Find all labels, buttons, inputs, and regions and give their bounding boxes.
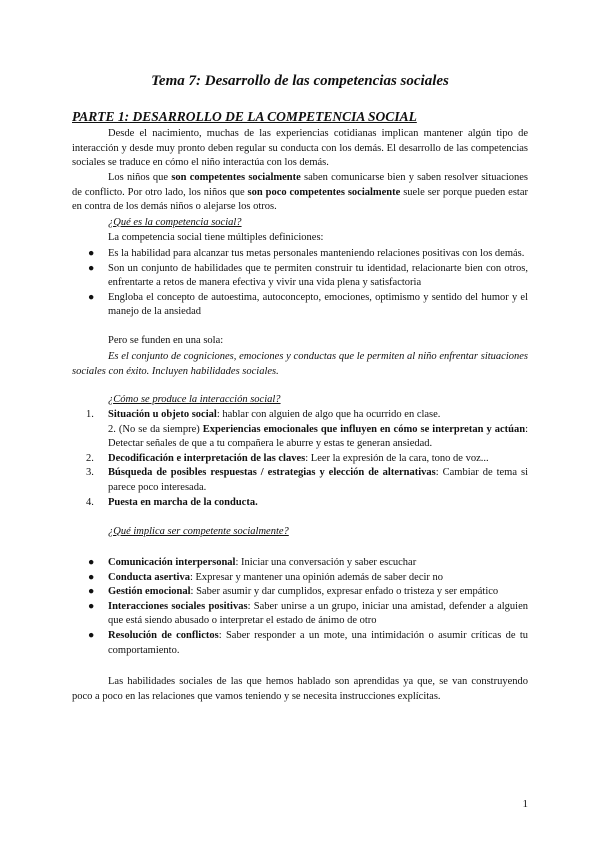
step-bold: Búsqueda de posibles respuestas / estrategias y elección de alternativas <box>108 467 436 479</box>
para2-bold-2: son poco competentes socialmente <box>247 186 401 198</box>
skill-text: : Expresar y mantener una opinión además de saber decir no <box>189 571 444 583</box>
list-item <box>72 452 528 467</box>
skill-text: : Iniciar una conversación y saber escuchar <box>235 557 417 568</box>
skill-bold: Interacciones sociales positivas <box>108 600 248 612</box>
list-item <box>72 571 528 586</box>
list-item <box>72 423 528 452</box>
definition-quote: Es el conjunto de cogniciones, emociones y conductas que le permiten al niño enfrentar situaciones sociales con éxito. Incluyen habilidades sociales. <box>72 351 528 377</box>
steps-list <box>72 408 528 510</box>
document-title: Tema 7: Desarrollo de las competencias sociales <box>151 73 449 89</box>
definitions-intro: La competencia social tiene múltiples definiciones: <box>108 232 324 243</box>
list-item <box>72 247 528 262</box>
step-bold: Experiencias emocionales que influyen en cómo se interpretan y actúan <box>202 423 526 435</box>
list-item <box>72 408 528 423</box>
step-number: 4. <box>86 496 94 508</box>
list-item <box>72 556 528 571</box>
step-text: : Detectar señales de que a tu compañera le aburre y estas te generan ansiedad. <box>108 423 528 450</box>
para2-a: Los niños que <box>108 172 172 183</box>
skill-text: : Saber unirse a un grupo, iniciar una amistad, defender a alguien que está siendo abusado o interpretar el estado de ánimo de otro <box>108 600 528 627</box>
para2-c: saben comunicarse bien y saben resolver situaciones de conflicto. Por otro lado, los niños que <box>72 172 528 198</box>
step-text: : Leer la expresión de la cara, tono de voz... <box>305 452 489 464</box>
skills-list <box>72 556 528 658</box>
list-item <box>72 291 528 320</box>
step-pre: (No se da siempre) <box>118 423 203 435</box>
step-bold: Puesta en marcha de la conducta. <box>108 496 258 508</box>
skill-bold: Resolución de conflictos <box>108 629 219 641</box>
definitions-list <box>72 247 528 320</box>
step-number: 3. <box>86 467 94 479</box>
list-item <box>72 629 528 658</box>
definition-text: Engloba el concepto de autoestima, autoconcepto, emociones, optimismo y sentido del humor y el manejo de la ansiedad <box>108 291 528 318</box>
bullet-icon: ● <box>88 262 95 274</box>
definition-text: Es la habilidad para alcanzar tus metas personales manteniendo relaciones positivas con los demás. <box>108 248 525 259</box>
para2-bold-1: son competentes socialmente <box>171 172 301 183</box>
bullet-icon: ● <box>88 291 95 303</box>
skill-text: : Saber responder a un mote, una intimidación o asumir críticas de tu comportamiento. <box>108 629 528 656</box>
list-item <box>72 600 528 629</box>
list-item <box>72 262 528 291</box>
question-how: ¿Cómo se produce la interacción social? <box>108 394 281 405</box>
closing-paragraph: Las habilidades sociales de las que hemos hablado son aprendidas ya que, se van construyendo poco a poco en las relaciones que vamos teniendo y se necesita instrucciones explícitas. <box>72 676 528 702</box>
list-item <box>72 496 528 511</box>
page-number: 1 <box>522 798 528 810</box>
list-item <box>72 466 528 495</box>
step-number-inline: 2. <box>108 423 116 435</box>
step-number: 1. <box>86 409 94 420</box>
para2-d: suele ser porque pueden estar en contra de los demás niños o alejarse los otros. <box>72 186 528 213</box>
bullet-icon: ● <box>88 600 95 612</box>
intro-paragraph: Desde el nacimiento, muchas de las experiencias cotidianas implican mantener algún tipo de interacción y desde muy pronto deben regular su conducta con los demás. El desarrollo de las competencias sociales se traduce en cómo el niño interactúa con los demás. <box>72 128 528 169</box>
step-text: : Cambiar de tema si parece poco interesada. <box>108 467 528 493</box>
bullet-icon: ● <box>88 586 95 598</box>
skill-text: : Saber asumir y dar cumplidos, expresar enfado o tristeza y ser empático <box>190 586 499 598</box>
merge-text: Pero se funden en una sola: <box>108 335 224 346</box>
bullet-icon: ● <box>88 571 95 583</box>
part1-heading: PARTE 1: DESARROLLO DE LA COMPETENCIA SOCIAL <box>72 109 417 124</box>
question-implies: ¿Qué implica ser competente socialmente? <box>108 526 289 537</box>
step-text: : hablar con alguien de algo que ha ocurrido en clase. <box>216 409 441 420</box>
skill-bold: Gestión emocional <box>108 586 191 598</box>
bullet-icon: ● <box>88 248 95 259</box>
skill-bold: Conducta asertiva <box>108 571 190 583</box>
step-bold: Situación u objeto social <box>108 409 217 420</box>
step-number: 2. <box>86 452 94 464</box>
list-item <box>72 585 528 600</box>
skill-bold: Comunicación interpersonal <box>108 557 236 568</box>
question-what-is: ¿Qué es la competencia social? <box>108 217 242 228</box>
bullet-icon: ● <box>88 557 95 568</box>
step-bold: Decodificación e interpretación de las claves <box>108 452 306 464</box>
competence-paragraph <box>72 171 528 215</box>
bullet-icon: ● <box>88 629 95 641</box>
definition-text: Son un conjunto de habilidades que te permiten construir tu identidad, relacionarte bien con otros, enfrentarte a retos de manera efectiva y vivir una vida plena y satisfactoria <box>108 262 528 289</box>
